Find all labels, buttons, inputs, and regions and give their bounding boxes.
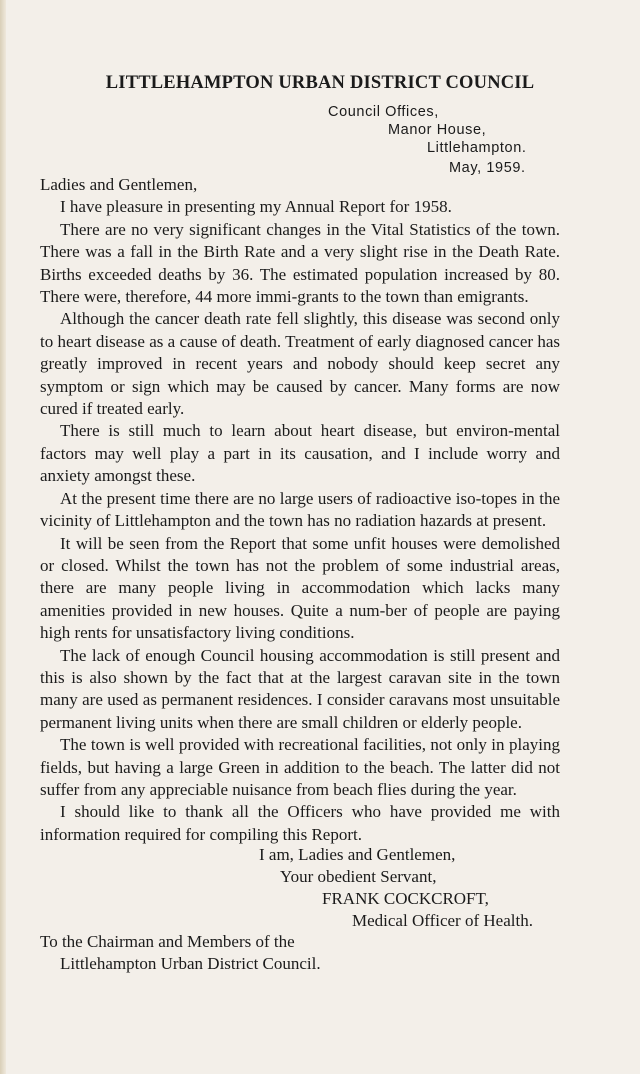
body-paragraph: The lack of enough Council housing accommodation is still present and this is also shown by the fact that at the largest caravan site in the town many are used as permanent residences. I consider caravans most unsuitable permanent living units when there are small children or elderly people. — [40, 645, 560, 732]
body-paragraph: I have pleasure in presenting my Annual Report for 1958. — [60, 197, 452, 217]
body-paragraph: There is still much to learn about heart disease, but environ-mental factors may well play a part in its causation, and I include worry and anxiety amongst these. — [40, 421, 560, 486]
body-paragraph: At the present time there are no large users of radioactive iso-topes in the vicinity of Littlehampton and the town has no radiation hazards at present. — [40, 488, 560, 531]
page-edge — [0, 0, 6, 1074]
closing-line: Your obedient Servant, — [280, 867, 437, 886]
body-paragraph: The town is well provided with recreational facilities, not only in playing fields, but having a large Green in addition to the beach. The latter did not suffer from any appreciable nuisance from beach flies during the year. — [40, 735, 560, 799]
closing-line: I am, Ladies and Gentlemen, — [259, 845, 456, 864]
letter-body — [40, 174, 560, 846]
letter-date: May, 1959. — [449, 160, 526, 176]
signatory-name: FRANK COCKCROFT, — [322, 889, 489, 908]
body-paragraph: There are no very significant changes in the Vital Statistics of the town. There was a fall in the Birth Rate and a very slight rise in the Death Rate. Births exceeded deaths by 36. The estimated population increased by 80. There were, therefore, 44 more immi-grants to the town than emigrants. — [40, 219, 560, 307]
council-heading: LITTLEHAMPTON URBAN DISTRICT COUNCIL — [105, 73, 535, 93]
addressee-block — [40, 931, 321, 976]
body-paragraph: Although the cancer death rate fell slightly, this disease was second only to heart disease as a cause of death. Treatment of early diagnosed cancer has greatly improved in recent years and nobody should keep secret any symptom or sign which may be caused by cancer. Many forms are now cured if treated early. — [40, 309, 560, 419]
body-paragraph: It will be seen from the Report that some unfit houses were demolished or closed. Whilst the town has not the problem of some industrial areas, there are many people living in accommodation which lacks many amenities provided in new houses. Quite a num-ber of people are paying high rents for unsatisfactory living conditions. — [40, 533, 560, 643]
body-paragraph: I should like to thank all the Officers who have provided me with information required for compiling this Report. — [40, 802, 560, 844]
addressee-line: Littlehampton Urban District Council. — [60, 954, 321, 974]
address-line-1: Council Offices, — [328, 104, 439, 120]
address-line-3: Littlehampton. — [427, 140, 527, 156]
addressee-line: To the Chairman and Members of the — [40, 932, 295, 951]
address-line-2: Manor House, — [388, 122, 487, 138]
salutation: Ladies and Gentlemen, — [40, 175, 198, 194]
signatory-title: Medical Officer of Health. — [352, 911, 533, 930]
